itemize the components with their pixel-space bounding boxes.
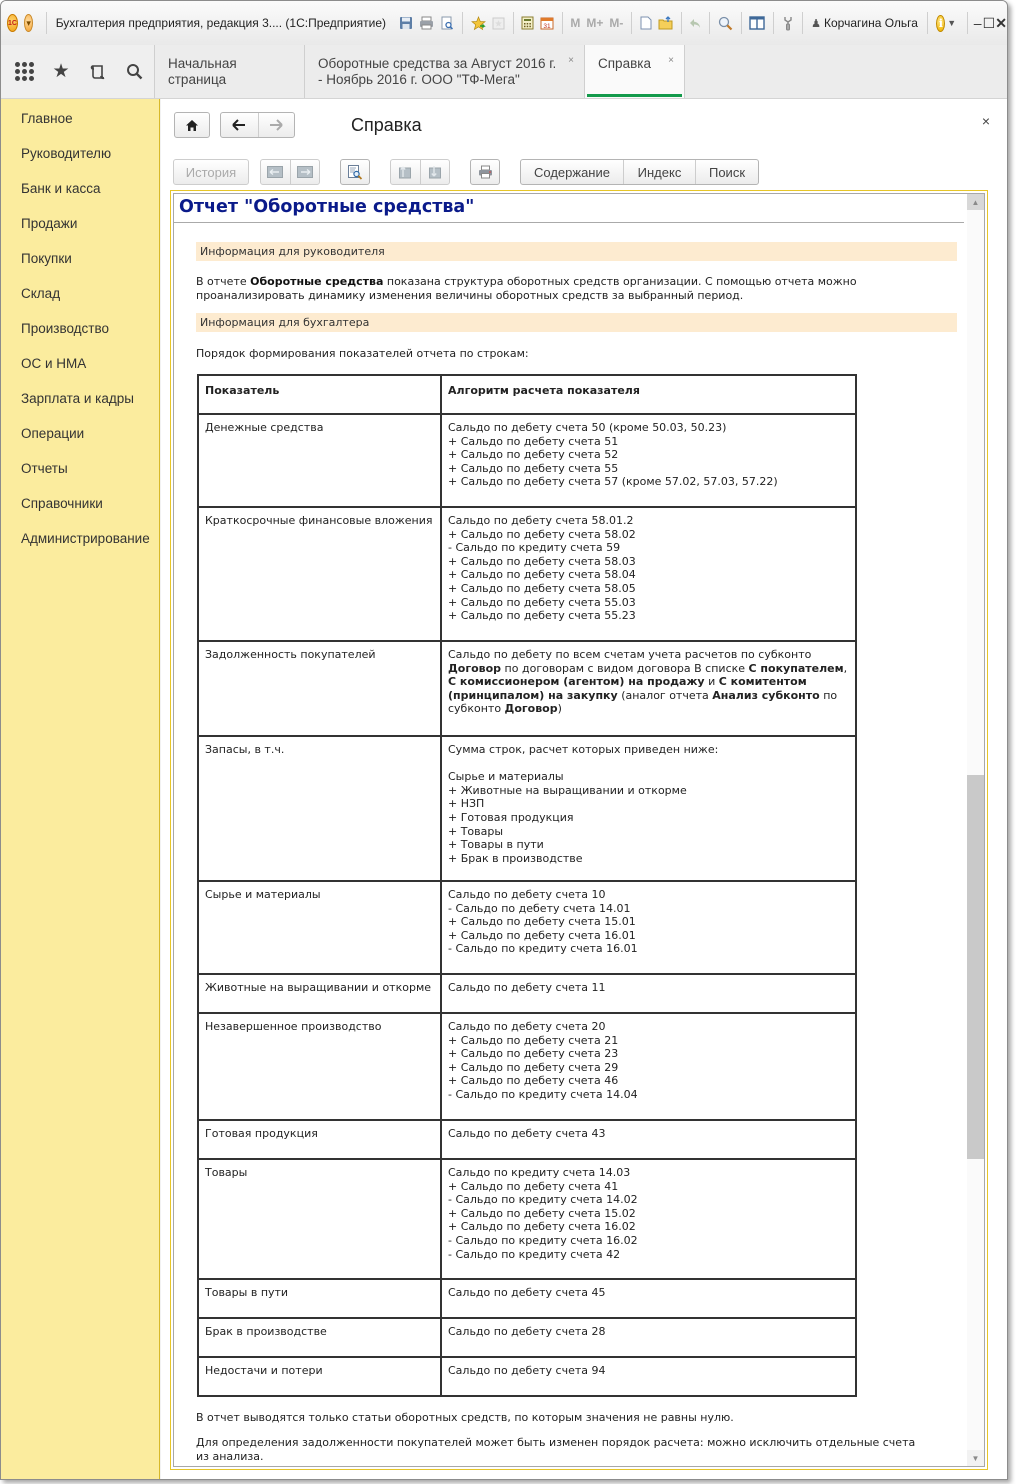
algorithm-cell (441, 1279, 856, 1318)
algorithm-line: Сальдо по дебету счета 94 (448, 1364, 606, 1377)
open-folder-icon[interactable] (658, 14, 673, 32)
help-content (173, 193, 985, 1467)
algorithm-cell (441, 881, 856, 974)
print-preview-icon[interactable] (440, 14, 454, 32)
panels-icon[interactable] (749, 14, 765, 32)
order-intro: Порядок формирования показателей отчета по строкам: (196, 347, 529, 360)
algorithm-line: Сальдо по дебету счета 10 (448, 888, 606, 901)
algorithm-line: + Сальдо по дебету счета 55.23 (448, 609, 636, 623)
arrow-left-icon (232, 119, 246, 131)
maximize-button[interactable]: ☐ (982, 14, 996, 31)
indicators-table (197, 374, 857, 1397)
indicator-cell: Товары в пути (198, 1279, 441, 1318)
sidebar-item-warehouse[interactable] (1, 276, 159, 311)
table-row (198, 1013, 856, 1120)
next-topic-icon (297, 166, 313, 178)
table-row (198, 1120, 856, 1159)
history-button[interactable]: История (173, 159, 249, 185)
add-favorite-icon[interactable] (471, 14, 486, 32)
column-header-algorithm: Алгоритм расчета показателя (441, 375, 856, 414)
algorithm-line: + Сальдо по дебету счета 52 (448, 448, 619, 462)
info-icon[interactable]: i (936, 15, 945, 32)
algorithm-line: - Сальдо по кредиту счета 16.01 (448, 942, 638, 956)
prev-next-topic-buttons (260, 159, 320, 185)
apps-grid-icon[interactable] (13, 61, 35, 83)
save-icon[interactable] (399, 14, 413, 32)
current-user[interactable] (811, 16, 918, 30)
algorithm-line: + Сальдо по дебету счета 15.01 (448, 915, 636, 929)
sidebar-item-label: Операции (21, 426, 85, 441)
algorithm-line: + Сальдо по дебету счета 55.03 (448, 595, 636, 609)
arrow-right-icon (269, 119, 283, 131)
algorithm-line: + Сальдо по дебету счета 51 (448, 434, 619, 448)
global-search-icon[interactable] (124, 61, 146, 83)
title-divider (174, 222, 964, 223)
algorithm-line: - Сальдо по кредиту счета 42 (448, 1247, 621, 1261)
algorithm-line (448, 757, 849, 771)
note-nonzero: В отчет выводятся только статьи оборотных средств, по которым значения не равны нулю. (196, 1411, 734, 1424)
nav-panel (1, 45, 155, 98)
algorithm-line: Сальдо по дебету счета 45 (448, 1286, 606, 1299)
algorithm-line: + Сальдо по дебету счета 16.02 (448, 1220, 636, 1234)
sidebar-item-label: Склад (21, 286, 61, 301)
algorithm-cell (441, 974, 856, 1013)
algorithm-line: Сальдо по дебету счета 11 (448, 981, 606, 994)
text: , (843, 661, 848, 675)
algorithm-line: + Сальдо по дебету счета 58.03 (448, 554, 636, 568)
home-icon (185, 119, 199, 132)
tab-help[interactable] (585, 45, 685, 98)
print-button[interactable] (470, 159, 500, 185)
topic-down-icon (428, 165, 442, 179)
algorithm-line: + Сальдо по дебету счета 46 (448, 1074, 619, 1088)
user-icon: ♟ (811, 17, 822, 30)
sidebar-item-fixed-assets[interactable] (1, 346, 159, 381)
algorithm-line: Сальдо по дебету счета 58.01.2 (448, 514, 634, 527)
table-row (198, 1318, 856, 1357)
algorithm-line: Сырье и материалы (448, 770, 564, 784)
text: показана структура оборотных средств организации. С помощью отчета можно проанализировать динамику изменения величины оборотных средств за выбранный период. (196, 275, 857, 302)
settings-wrench-icon[interactable] (782, 14, 794, 32)
text: по договорам с видом договора В списке (501, 661, 749, 675)
close-window-button[interactable]: ✕ (995, 14, 1007, 31)
home-button[interactable] (174, 112, 210, 138)
sidebar-item-administration[interactable] (1, 521, 159, 556)
info-dropdown-icon[interactable]: ▼ (947, 18, 957, 28)
document-title: Отчет "Оборотные средства" (179, 197, 475, 217)
close-tab-icon[interactable]: × (668, 55, 674, 66)
sidebar-item-purchases[interactable] (1, 241, 159, 276)
contents-button[interactable]: Содержание (534, 164, 610, 180)
algorithm-line: - Сальдо по кредиту счета 16.02 (448, 1233, 638, 1247)
algorithm-line: - Сальдо по кредиту счета 59 (448, 541, 621, 555)
tab-label: Справка (598, 56, 651, 71)
algorithm-line: + Сальдо по дебету счета 58.02 (448, 527, 636, 541)
algorithm-line: + Сальдо по дебету счета 41 (448, 1179, 619, 1193)
algorithm-line: Сумма строк, расчет которых приведен ниже: (448, 743, 719, 756)
search-icon[interactable] (718, 14, 733, 32)
text: (аналог отчета (617, 688, 713, 702)
print-icon (478, 165, 493, 179)
report-name: Оборотные средства (250, 275, 384, 288)
next-topic-button[interactable] (290, 160, 319, 184)
sidebar-item-bank-cash[interactable] (1, 171, 159, 206)
table-row (198, 641, 856, 736)
close-help-button[interactable]: × (981, 113, 990, 129)
index-button[interactable]: Индекс (623, 160, 695, 184)
text: и (704, 675, 719, 689)
topic-up-button[interactable] (391, 160, 420, 184)
sidebar-item-reports[interactable] (1, 451, 159, 486)
section-header-manager: Информация для руководителя (196, 242, 957, 261)
back-button[interactable] (221, 113, 258, 137)
sidebar-item-operations[interactable] (1, 416, 159, 451)
indicator-cell: Сырье и материалы (198, 881, 441, 974)
topic-up-down-buttons (390, 159, 450, 185)
sidebar-item-label: Производство (21, 321, 110, 336)
indicator-cell: Брак в производстве (198, 1318, 441, 1357)
tab-label: Оборотные средства за Август 2016 г. (318, 56, 557, 71)
note-receivables: Для определения задолженности покупателей может быть изменен порядок расчета: можно исключить отдельные счета из анализа. (196, 1436, 916, 1463)
tab-home-page[interactable] (155, 45, 305, 98)
sidebar-item-label: Покупки (21, 251, 72, 266)
search-button[interactable]: Поиск (695, 160, 758, 184)
back-arrow-icon[interactable] (689, 14, 701, 32)
indicator-cell: Незавершенное производство (198, 1013, 441, 1120)
algorithm-line: + Товары в пути (448, 838, 544, 852)
algorithm-line: - Сальдо по дебету счета 14.01 (448, 901, 631, 915)
algorithm-line: + Товары (448, 824, 504, 838)
memory-store-button[interactable]: M (570, 16, 581, 30)
help-window-title: Справка (351, 115, 422, 135)
indicator-cell: Товары (198, 1159, 441, 1279)
algorithm-line: + Животные на выращивании и откорме (448, 783, 687, 797)
indicator-cell: Запасы, в т.ч. (198, 736, 441, 881)
algorithm-text (448, 648, 849, 716)
text: В отчете (196, 275, 251, 288)
algorithm-line: Сальдо по кредиту счета 14.03 (448, 1166, 631, 1179)
indicator-cell: Задолженность покупателей (198, 641, 441, 736)
algorithm-line: + Сальдо по дебету счета 57 (кроме 57.02, 57.03, 57.22) (448, 475, 778, 489)
find-in-page-icon (347, 164, 363, 180)
algorithm-line: + Сальдо по дебету счета 58.05 (448, 581, 636, 595)
sidebar-item-label: Банк и касса (21, 181, 101, 196)
tab-bar (1, 45, 1007, 99)
scroll-up-arrow-icon[interactable]: ▲ (967, 194, 984, 210)
algorithm-cell (441, 1357, 856, 1396)
bold-term: С комитентом (принципалом) на закупку (448, 675, 807, 702)
algorithm-cell (441, 1318, 856, 1357)
algorithm-line: + Сальдо по дебету счета 29 (448, 1060, 619, 1074)
bold-term: Анализ субконто (712, 688, 820, 702)
algorithm-cell (441, 641, 856, 736)
bold-term: Договор (448, 661, 502, 675)
navigation-buttons (220, 112, 295, 138)
app-logo-icon[interactable]: 1С (7, 14, 18, 32)
algorithm-line: + Сальдо по дебету счета 23 (448, 1047, 619, 1061)
indicator-cell: Краткосрочные финансовые вложения (198, 507, 441, 641)
column-header-indicator: Показатель (198, 375, 441, 414)
algorithm-cell (441, 1120, 856, 1159)
minimize-button[interactable]: – (973, 15, 982, 31)
bold-term: С комиссионером (агентом) на продажу (448, 675, 705, 689)
algorithm-cell (441, 736, 856, 881)
topic-up-icon (398, 165, 412, 179)
help-navigation-tabs (520, 159, 759, 185)
algorithm-cell (441, 414, 856, 507)
vertical-scrollbar[interactable] (967, 194, 984, 1466)
algorithm-line: Сальдо по дебету счета 20 (448, 1020, 606, 1033)
help-content-frame (170, 190, 988, 1470)
algorithm-cell (441, 1159, 856, 1279)
indicator-cell: Недостачи и потери (198, 1357, 441, 1396)
algorithm-line: - Сальдо по кредиту счета 14.04 (448, 1087, 638, 1101)
tab-report-current-assets[interactable] (305, 45, 585, 98)
manager-paragraph (196, 275, 936, 303)
window-title: Бухгалтерия предприятия, редакция 3.... (1С:Предприятие) (55, 16, 387, 30)
sidebar-item-label: Продажи (21, 216, 78, 231)
algorithm-line: + Сальдо по дебету счета 55 (448, 461, 619, 475)
sidebar-item-sales[interactable] (1, 206, 159, 241)
sidebar-item-catalogs[interactable] (1, 486, 159, 521)
algorithm-line: + Сальдо по дебету счета 58.04 (448, 568, 636, 582)
algorithm-line: - Сальдо по кредиту счета 14.02 (448, 1193, 638, 1207)
algorithm-cell (441, 1013, 856, 1120)
print-icon[interactable] (419, 14, 434, 32)
text: ) (557, 702, 562, 716)
algorithm-line: + НЗП (448, 797, 485, 811)
tab-label-line2: - Ноябрь 2016 г. ООО "ТФ-Мега" (318, 72, 520, 87)
prev-topic-icon (267, 166, 283, 178)
memory-add-button[interactable]: M+ (586, 16, 604, 30)
topic-down-button[interactable] (420, 160, 449, 184)
algorithm-line: Сальдо по дебету счета 43 (448, 1127, 606, 1140)
new-document-icon[interactable] (640, 14, 652, 32)
sidebar-item-manager[interactable] (1, 136, 159, 171)
bold-term: Договор (504, 702, 558, 716)
calendar-icon[interactable] (540, 14, 554, 32)
sidebar-item-label: Главное (21, 111, 73, 126)
sidebar-item-label: Руководителю (21, 146, 112, 161)
bold-term: С покупателем (748, 661, 844, 675)
favorites-icon[interactable] (492, 14, 505, 32)
algorithm-line: + Брак в производстве (448, 851, 583, 865)
sidebar-item-label: Справочники (21, 496, 103, 511)
sidebar-item-payroll-hr[interactable] (1, 381, 159, 416)
find-in-page-button[interactable] (340, 159, 370, 185)
algorithm-line: Сальдо по дебету счета 28 (448, 1325, 606, 1338)
text: по субконто (448, 688, 838, 716)
table-row (198, 1279, 856, 1318)
calculator-icon[interactable] (521, 14, 534, 32)
algorithm-line: + Готовая продукция (448, 810, 574, 824)
table-header-row (198, 375, 856, 414)
prev-topic-button[interactable] (261, 160, 290, 184)
memory-subtract-button[interactable]: M- (609, 16, 624, 30)
user-name: Корчагина Ольга (824, 16, 918, 30)
scroll-down-arrow-icon[interactable]: ▼ (967, 1450, 984, 1466)
sidebar-item-production[interactable] (1, 311, 159, 346)
main-menu-icon[interactable]: ▾ (24, 14, 33, 32)
favorites-star-icon[interactable]: ★ (52, 61, 70, 82)
sidebar-item-label: Зарплата и кадры (21, 391, 134, 406)
indicator-cell: Денежные средства (198, 414, 441, 507)
table-row (198, 881, 856, 974)
sidebar-item-label: Отчеты (21, 461, 68, 476)
tab-label: Начальная страница (168, 56, 237, 87)
sidebar-item-main[interactable] (1, 101, 159, 136)
sidebar-item-label: ОС и НМА (21, 356, 87, 371)
algorithm-cell (441, 507, 856, 641)
sidebar-item-label: Администрирование (21, 531, 150, 546)
table-row (198, 414, 856, 507)
svg-text:31: 31 (543, 23, 551, 30)
forward-button[interactable] (258, 113, 295, 137)
close-tab-icon[interactable]: × (568, 55, 574, 66)
algorithm-line: + Сальдо по дебету счета 21 (448, 1033, 619, 1047)
table-row (198, 1357, 856, 1396)
table-row (198, 974, 856, 1013)
algorithm-line: + Сальдо по дебету счета 15.02 (448, 1206, 636, 1220)
text: Сальдо по дебету по всем счетам учета расчетов по субконто (448, 648, 812, 661)
section-header-accountant: Информация для бухгалтера (196, 313, 957, 332)
algorithm-line: Сальдо по дебету счета 50 (кроме 50.03, 50.23) (448, 421, 727, 434)
algorithm-line: + Сальдо по дебету счета 16.01 (448, 928, 636, 942)
table-row (198, 507, 856, 641)
table-row (198, 736, 856, 881)
indicator-cell: Животные на выращивании и откорме (198, 974, 441, 1013)
title-bar (1, 1, 1007, 45)
table-row (198, 1159, 856, 1279)
sections-sidebar (1, 99, 160, 1480)
scrollbar-thumb[interactable] (967, 775, 984, 1159)
history-icon[interactable] (87, 61, 109, 83)
indicator-cell: Готовая продукция (198, 1120, 441, 1159)
help-panel (161, 99, 1008, 1480)
